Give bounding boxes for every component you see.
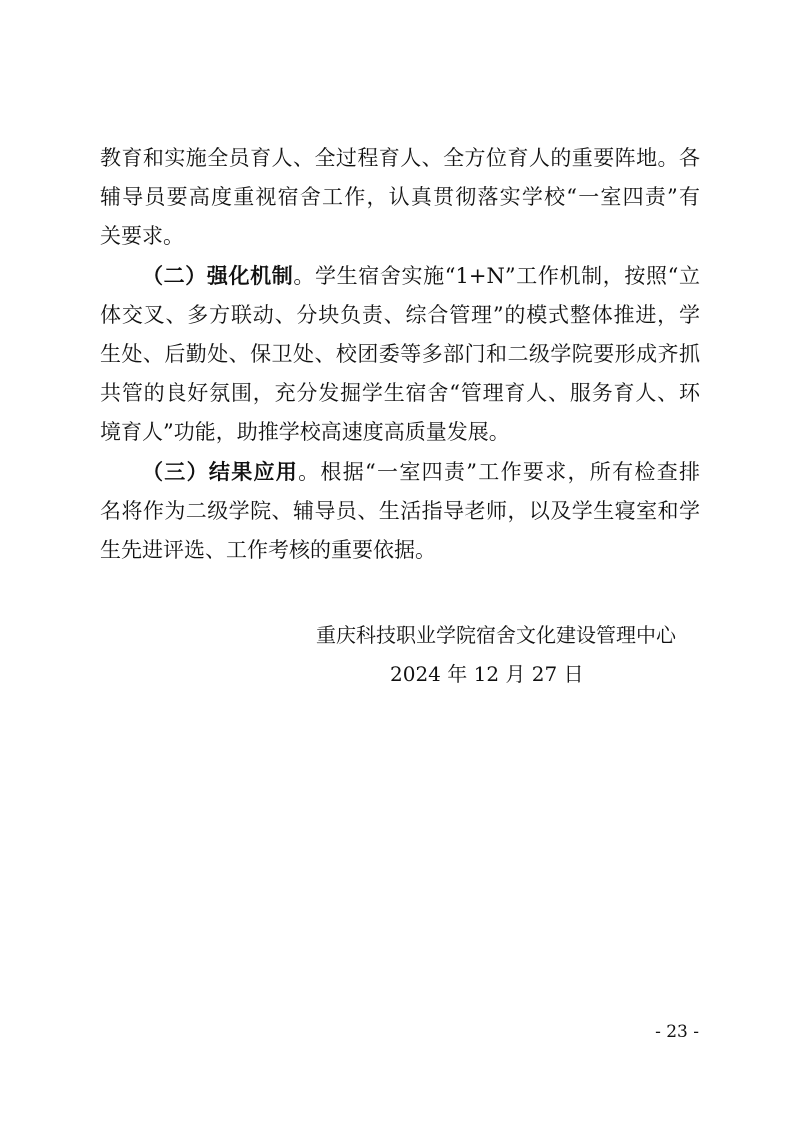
paragraph-3-line-2: 名将作为二级学院、辅导员、生活指导老师，以及学生寝室和学 xyxy=(100,499,700,523)
paragraph-2-line-3: 生处、后勤处、保卫处、校团委等多部门和二级学院要形成齐抓 xyxy=(100,342,700,366)
paragraph-3-line-3: 生先进评选、工作考核的重要依据。 xyxy=(100,538,436,562)
paragraph-2-line-1-text: 。学生宿舍实施“1+N”工作机制，按照“立 xyxy=(293,264,700,288)
paragraph-2-line-2: 体交叉、多方联动、分块负责、综合管理”的模式整体推进，学 xyxy=(100,303,700,327)
paragraph-1-line-2: 辅导员要高度重视宿舍工作，认真贯彻落实学校“一室四责”有 xyxy=(100,185,700,209)
paragraph-3-line-1 xyxy=(142,460,700,484)
paragraph-2-line-1 xyxy=(142,264,700,288)
paragraph-2-line-4: 共管的良好氛围，充分发掘学生宿舍“管理育人、服务育人、环 xyxy=(100,381,700,405)
signature-date: 2024 年 12 月 27 日 xyxy=(390,662,584,686)
paragraph-1-line-3: 关要求。 xyxy=(100,224,184,248)
paragraph-1-line-1: 教育和实施全员育人、全过程育人、全方位育人的重要阵地。各 xyxy=(100,146,700,170)
section-heading-mechanism: （二）强化机制 xyxy=(142,264,294,288)
paragraph-2-line-5: 境育人”功能，助推学校高速度高质量发展。 xyxy=(100,420,510,444)
page-number: - 23 - xyxy=(655,1022,699,1042)
signature-organization: 重庆科技职业学院宿舍文化建设管理中心 xyxy=(316,623,676,647)
paragraph-3-line-1-text: 。根据“一室四责”工作要求，所有检查排 xyxy=(298,460,700,484)
section-heading-results: （三）结果应用 xyxy=(142,460,299,484)
